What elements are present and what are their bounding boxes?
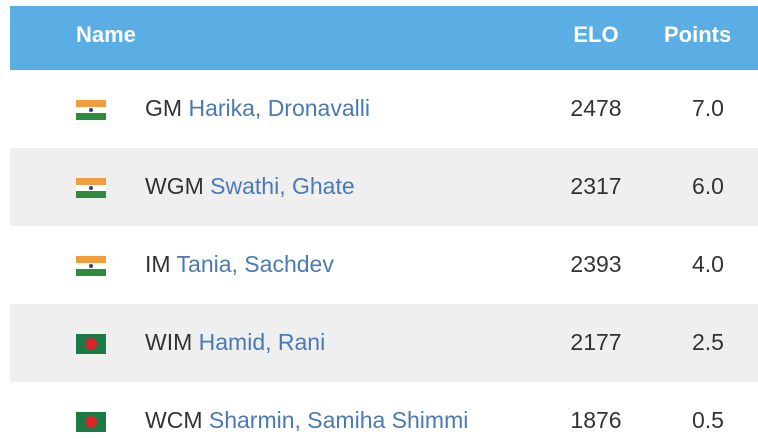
points-value: 4.0 — [692, 251, 724, 277]
player-cell — [145, 95, 370, 122]
column-header-elo[interactable]: ELO — [573, 22, 619, 47]
player-name-link[interactable]: Tania, Sachdev — [176, 251, 334, 277]
player-name-link[interactable]: Harika, Dronavalli — [188, 95, 370, 121]
elo-value: 2177 — [570, 329, 622, 355]
player-title: WIM — [145, 329, 193, 355]
table-row — [10, 226, 758, 304]
elo-value: 2317 — [570, 173, 622, 199]
player-name-link[interactable]: Sharmin, Samiha Shimmi — [208, 407, 469, 433]
player-title: IM — [145, 251, 171, 277]
table-header — [10, 6, 758, 70]
player-cell — [145, 251, 334, 278]
column-header-name[interactable]: Name — [76, 22, 136, 47]
bangladesh-flag-icon — [76, 334, 106, 354]
table-row — [10, 148, 758, 226]
elo-value: 2393 — [570, 251, 622, 277]
points-value: 6.0 — [692, 173, 724, 199]
player-name-link[interactable]: Swathi, Ghate — [210, 173, 355, 199]
points-value: 2.5 — [692, 329, 724, 355]
table-row — [10, 304, 758, 382]
player-title: WGM — [145, 173, 204, 199]
bangladesh-flag-icon — [76, 412, 106, 432]
player-cell — [145, 173, 355, 200]
table-row — [10, 382, 758, 439]
player-cell — [145, 329, 325, 356]
column-header-points[interactable]: Points — [664, 22, 732, 47]
player-title: WCM — [145, 407, 203, 433]
points-value: 0.5 — [692, 407, 724, 433]
table-row — [10, 70, 758, 148]
player-name-link[interactable]: Hamid, Rani — [198, 329, 326, 355]
elo-value: 2478 — [570, 95, 622, 121]
standings-table — [10, 6, 758, 439]
india-flag-icon — [76, 100, 106, 120]
elo-value: 1876 — [570, 407, 622, 433]
player-cell — [145, 407, 468, 434]
india-flag-icon — [76, 178, 106, 198]
india-flag-icon — [76, 256, 106, 276]
points-value: 7.0 — [692, 95, 724, 121]
player-title: GM — [145, 95, 183, 121]
